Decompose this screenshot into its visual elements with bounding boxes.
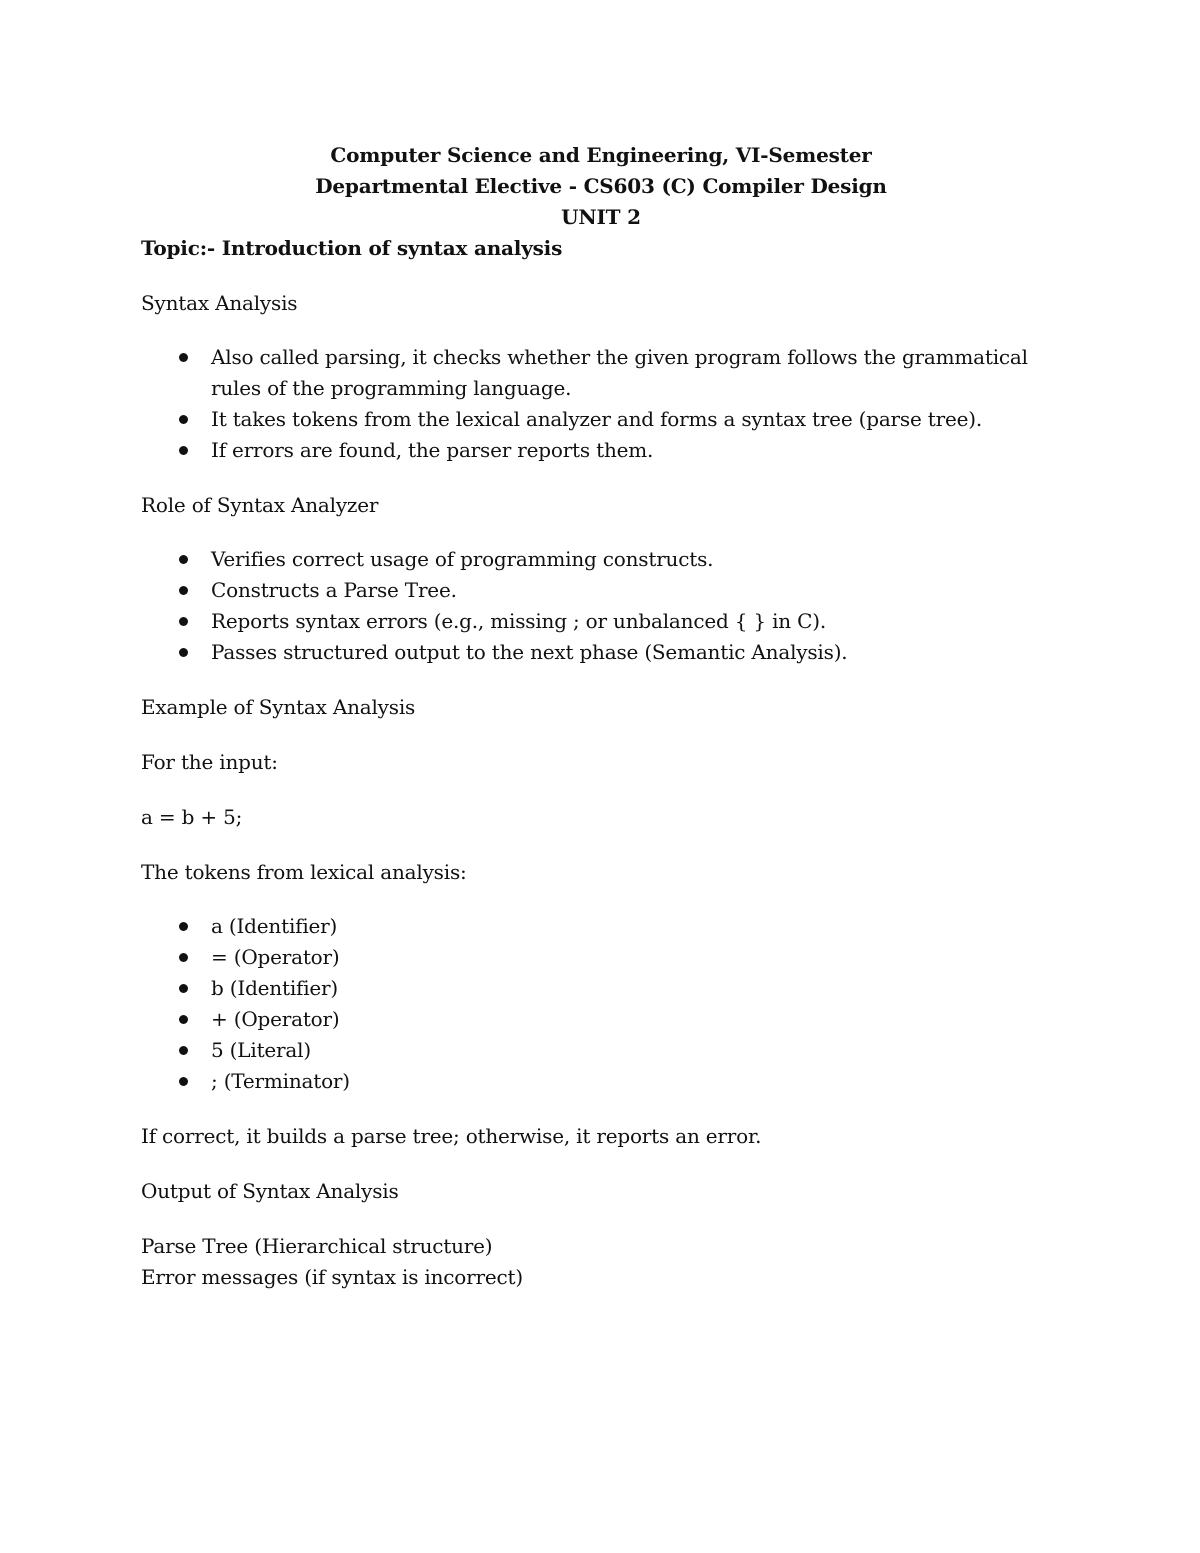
list-item [141,1004,1061,1035]
list-item [141,911,1061,942]
list-item [141,544,1061,575]
role-heading: Role of Syntax Analyzer [141,493,379,517]
header-subject-line: Departmental Elective - CS603 (C) Compiler Design [315,174,887,198]
list-item-text: If errors are found, the parser reports them. [211,438,654,462]
list-item [141,637,1061,668]
bullet-icon [179,617,188,626]
list-item-text: + (Operator) [211,1007,340,1031]
tokens-list [141,911,1061,1097]
list-item-text: a (Identifier) [211,914,338,938]
list-item-text: Passes structured output to the next phase (Semantic Analysis). [211,640,848,664]
bullet-icon [179,353,188,362]
list-item-text: ; (Terminator) [211,1069,350,1093]
list-item [141,575,1061,606]
bullet-icon [179,415,188,424]
list-item [141,606,1061,637]
bullet-icon [179,1077,188,1086]
document-content [141,140,1061,1293]
list-item [141,973,1061,1004]
input-label: For the input: [141,750,278,774]
bullet-icon [179,446,188,455]
output-line-errors: Error messages (if syntax is incorrect) [141,1265,523,1289]
role-list [141,544,1061,668]
topic-title: Topic:- Introduction of syntax analysis [141,236,563,260]
bullet-icon [179,648,188,657]
example-result: If correct, it builds a parse tree; otherwise, it reports an error. [141,1124,762,1148]
list-item-text: 5 (Literal) [211,1038,311,1062]
bullet-icon [179,922,188,931]
input-code: a = b + 5; [141,805,243,829]
bullet-icon [179,555,188,564]
list-item-text: Constructs a Parse Tree. [211,578,457,602]
header-course-line: Computer Science and Engineering, VI-Semester [330,143,872,167]
list-item [141,1035,1061,1066]
list-item [141,942,1061,973]
bullet-icon [179,1046,188,1055]
list-item-text: Also called parsing, it checks whether the given program follows the grammatical rules of the programming language. [211,345,1028,400]
list-item-text: It takes tokens from the lexical analyzer and forms a syntax tree (parse tree). [211,407,982,431]
list-item-text: = (Operator) [211,945,340,969]
output-heading: Output of Syntax Analysis [141,1179,399,1203]
output-line-parse-tree: Parse Tree (Hierarchical structure) [141,1234,493,1258]
list-item [141,404,1061,435]
list-item-text: Reports syntax errors (e.g., missing ; or unbalanced { } in C). [211,609,826,633]
bullet-icon [179,586,188,595]
list-item [141,342,1061,404]
syntax-analysis-list [141,342,1061,466]
list-item [141,1066,1061,1097]
list-item-text: b (Identifier) [211,976,339,1000]
bullet-icon [179,1015,188,1024]
bullet-icon [179,984,188,993]
header-unit-line: UNIT 2 [561,205,641,229]
list-item [141,435,1061,466]
syntax-analysis-heading: Syntax Analysis [141,291,298,315]
example-heading: Example of Syntax Analysis [141,695,416,719]
tokens-label: The tokens from lexical analysis: [141,860,467,884]
bullet-icon [179,953,188,962]
list-item-text: Verifies correct usage of programming constructs. [211,547,714,571]
